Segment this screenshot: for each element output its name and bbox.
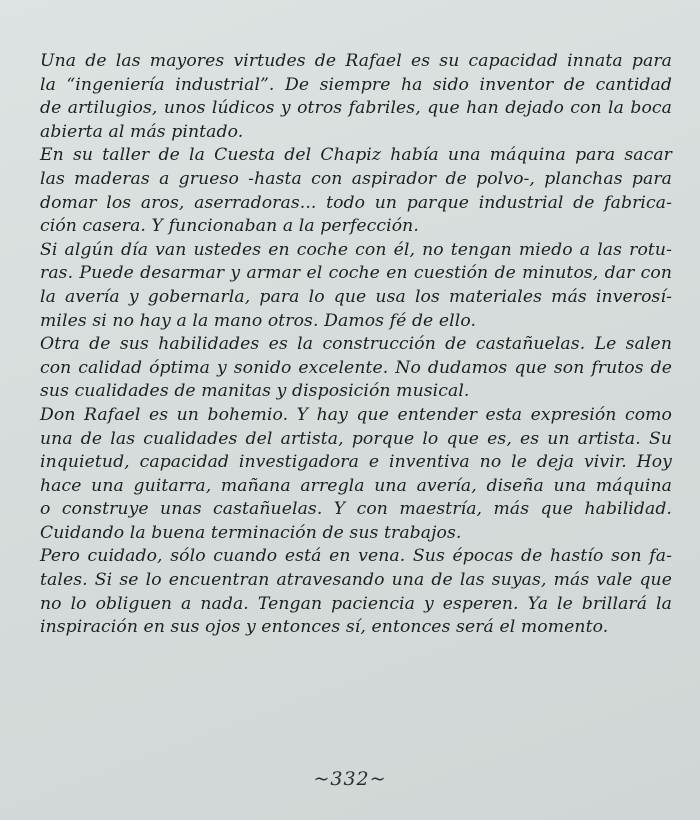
text-line: ción casera. Y funcionaban a la perfección.	[40, 216, 419, 237]
page-number: ~332~	[313, 768, 387, 790]
text-line: sus cualidades de manitas y disposición musical.	[40, 381, 470, 402]
text-line: Don Rafael es un bohemio. Y hay que entender esta expresión como	[40, 404, 672, 425]
text-line: Cuidando la buena terminación de sus trabajos.	[40, 522, 462, 543]
text-line: inspiración en sus ojos y entonces sí, entonces será el momento.	[40, 617, 609, 638]
text-line: miles si no hay a la mano otros. Damos fé de ello.	[40, 310, 477, 331]
text-line: Si algún día van ustedes en coche con él, no tengan miedo a las rotu-	[40, 239, 672, 260]
text-line: domar los aros, aserradoras... todo un parque industrial de fabrica-	[40, 192, 672, 213]
paragraph-castanuelas	[40, 333, 672, 404]
text-line: Una de las mayores virtudes de Rafael es su capacidad innata para	[40, 51, 672, 71]
text-line: inquietud, capacidad investigadora e inventiva no le deja vivir. Hoy	[40, 452, 672, 473]
text-line: abierta al más pintado.	[40, 121, 244, 142]
paragraph-cuidado	[40, 545, 672, 639]
text-line: Pero cuidado, sólo cuando está en vena. Sus épocas de hastío son fa-	[40, 546, 672, 567]
text-line: las maderas a grueso -hasta con aspirador de polvo-, planchas para	[40, 168, 672, 189]
text-line: Otra de sus habilidades es la construcción de castañuelas. Le salen	[40, 334, 672, 355]
text-line: En su taller de la Cuesta del Chapiz había una máquina para sacar	[40, 145, 672, 166]
text-line: no lo obliguen a nada. Tengan paciencia y esperen. Ya le brillará la	[40, 593, 672, 614]
text-line: con calidad óptima y sonido excelente. No dudamos que son frutos de	[40, 357, 672, 378]
text-line: una de las cualidades del artista, porque lo que es, es un artista. Su	[40, 428, 672, 449]
body-text	[40, 50, 672, 640]
paragraph-coche	[40, 239, 672, 333]
text-line: la “ingeniería industrial”. De siempre ha sido inventor de cantidad	[40, 74, 672, 95]
text-line: hace una guitarra, mañana arregla una avería, diseña una máquina	[40, 475, 672, 496]
text-line: de artilugios, unos lúdicos y otros fabriles, que han dejado con la boca	[40, 98, 672, 119]
text-line: la avería y gobernarla, para lo que usa los materiales más inverosí-	[40, 286, 672, 307]
text-line: tales. Si se lo encuentran atravesando una de las suyas, más vale que	[40, 570, 672, 591]
paragraph-taller	[40, 144, 672, 238]
text-line: o construye unas castañuelas. Y con maestría, más que habilidad.	[40, 499, 672, 520]
paragraph-inventor	[40, 50, 672, 144]
paragraph-bohemio	[40, 404, 672, 546]
text-line: ras. Puede desarmar y armar el coche en cuestión de minutos, dar con	[40, 263, 672, 284]
